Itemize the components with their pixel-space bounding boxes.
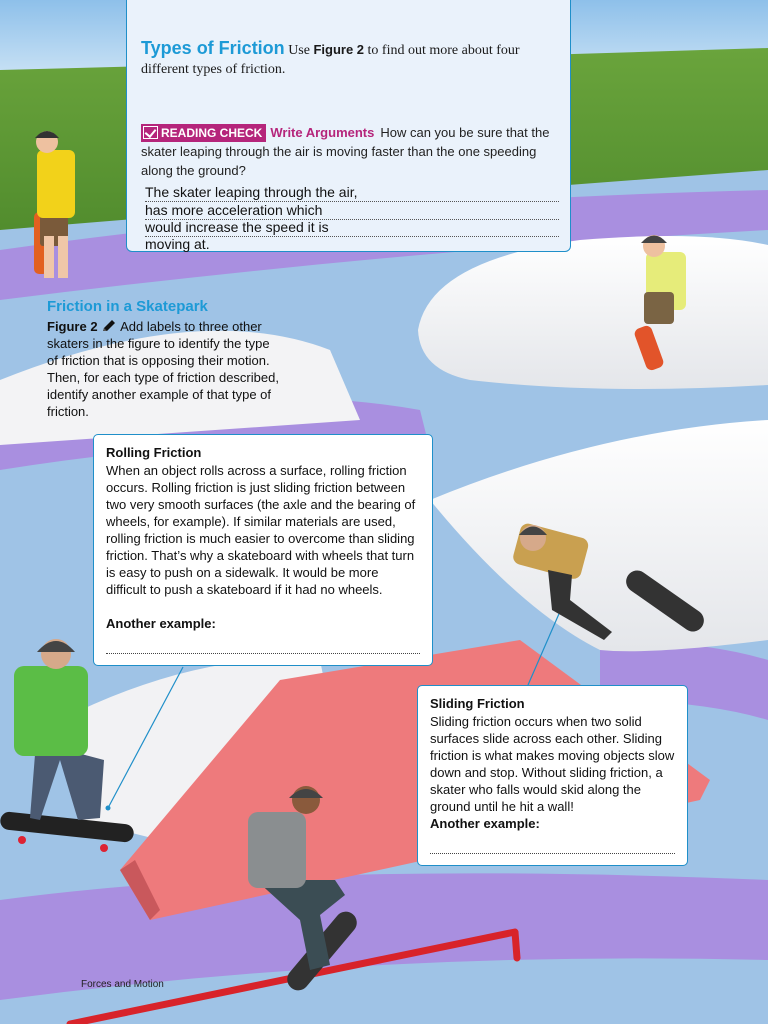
figure-instructions: Add labels to three other skaters in the figure to identify the type of friction that is opposing their motion. Then, for each type of friction described, identify another example of that type of friction. — [47, 319, 279, 419]
pencil-icon — [101, 319, 117, 333]
page-footer: Forces and Motion — [81, 979, 164, 990]
sliding-answer-line[interactable] — [430, 852, 675, 854]
answer-line[interactable]: has more acceleration which — [145, 202, 559, 220]
intro-text: to find out more about four different types of friction. — [141, 43, 520, 77]
checkbox-icon — [143, 126, 158, 139]
answer-line[interactable]: would increase the speed it is — [145, 219, 559, 237]
figure-title: Friction in a Skatepark — [47, 298, 208, 315]
rolling-friction-title: Rolling Friction — [106, 445, 202, 460]
reading-panel — [126, 0, 571, 252]
rolling-friction-body: When an object rolls across a surface, rolling friction occurs. Rolling friction is just sliding friction between two very smooth surfaces (the axle and the bearing of wheels, for example). If similar materials are used, rolling friction is much easier to overcome than sliding friction. That’s why a skateboard with wheels that turn is easy to push on a sidewalk. It would be more difficult to push a skateboard if it had no wheels. — [106, 463, 416, 597]
reading-check-badge — [141, 124, 266, 142]
intro-prefix: Use — [288, 43, 310, 58]
reading-check-subtitle: Write Arguments — [270, 125, 375, 140]
reading-check-question: How can you be sure that the skater leaping through the air is moving faster than the one speeding along the ground? — [141, 125, 550, 178]
reading-check — [141, 123, 563, 180]
section-title: Types of Friction — [141, 38, 285, 58]
sliding-friction-panel — [417, 685, 688, 866]
answer-line[interactable]: The skater leaping through the air, — [145, 184, 559, 202]
rolling-another-example-label: Another example: — [106, 616, 216, 631]
figure-caption — [47, 318, 279, 420]
figure-reference: Figure 2 — [313, 42, 365, 57]
answer-line[interactable]: moving at. — [145, 236, 210, 252]
leader-dot — [106, 806, 111, 811]
sliding-another-example-label: Another example: — [430, 816, 540, 831]
reading-check-label: READING CHECK — [161, 126, 263, 140]
figure-label: Figure 2 — [47, 319, 98, 334]
types-of-friction-heading — [141, 39, 561, 79]
rolling-friction-panel — [93, 434, 433, 666]
sliding-friction-title: Sliding Friction — [430, 696, 525, 711]
rolling-answer-line[interactable] — [106, 652, 420, 654]
sliding-friction-body: Sliding friction occurs when two solid surfaces slide across each other. Sliding friction is what makes moving objects slow down and stop. Without sliding friction, a skater who falls would skid along the ground until he hit a wall! — [430, 714, 675, 814]
